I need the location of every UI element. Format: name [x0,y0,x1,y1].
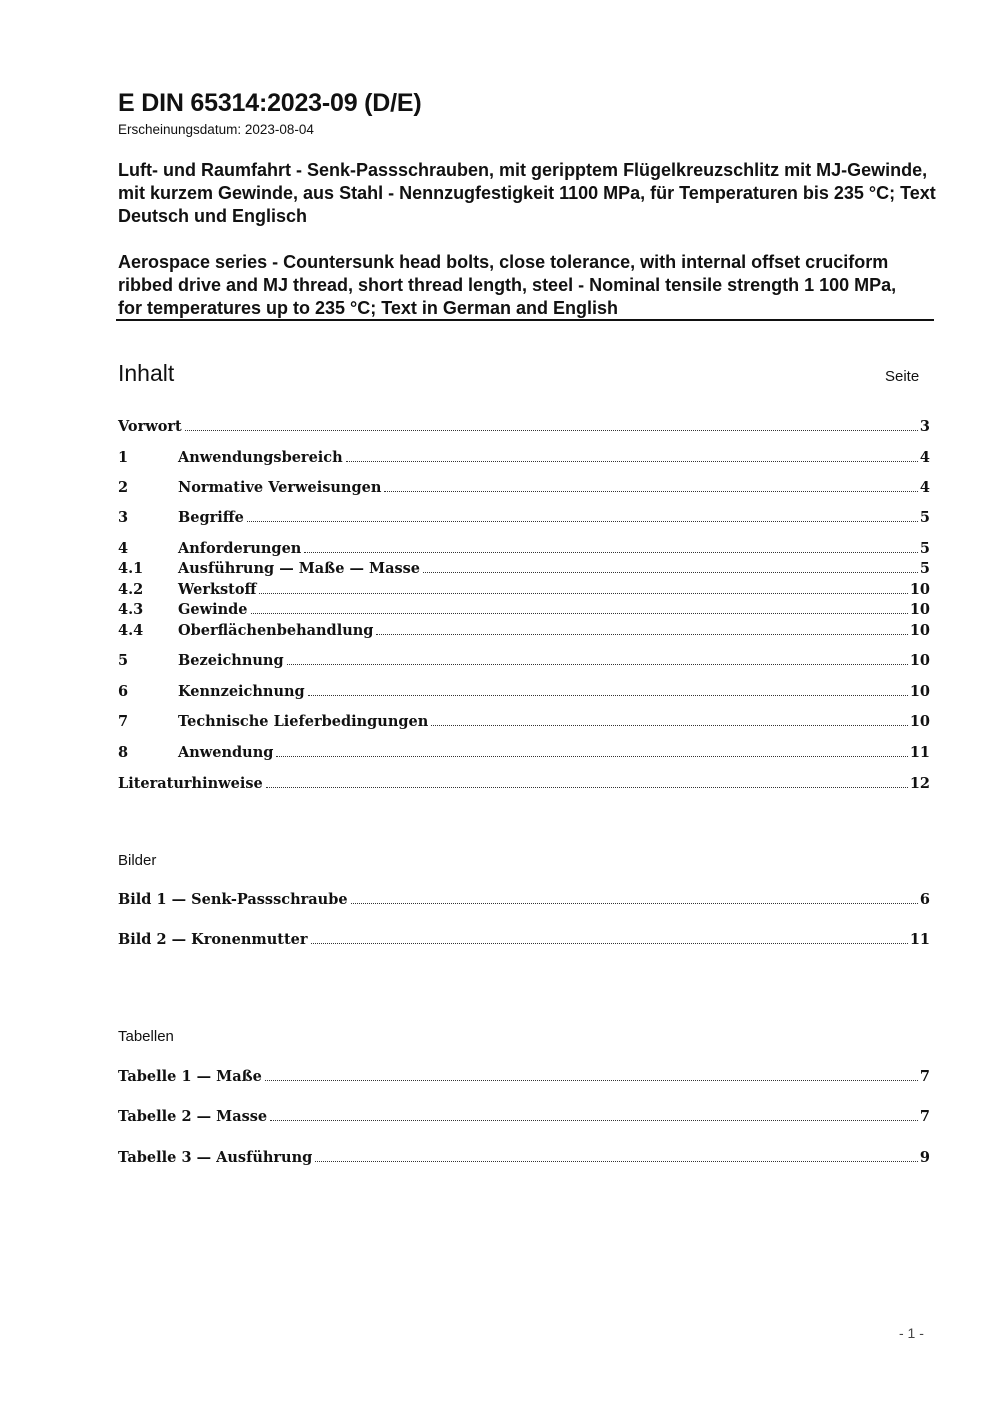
dot-leader [270,1120,918,1121]
dot-leader [259,593,907,594]
toc-entry-text: Anwendung [178,744,274,761]
title-english: Aerospace series - Countersunk head bolts, close tolerance, with internal offset cruciform ribbed drive and MJ thread, short thread length, steel - Nominal tensile strength 1 100 MPa, for temperatures up to 235 °C; Text in German and English [118,252,897,318]
toc-entry-number: 1 [118,449,129,466]
dot-leader [265,1080,918,1081]
toc-entry-page: 4 [919,479,930,496]
publication-date: Erscheinungsdatum: 2023-08-04 [118,122,314,137]
toc-entry-number: 3 [118,509,129,526]
toc-entry-number: 8 [118,744,129,761]
toc-entry-number: 6 [118,683,129,700]
dot-leader [276,756,907,757]
table-entry-1[interactable] [118,1067,930,1087]
dot-leader [251,613,908,614]
toc-entry-text: Literaturhinweise [118,775,263,792]
toc-entry-page: 4 [919,449,930,466]
table-entry-text: Tabelle 1 — Maße [118,1068,262,1085]
toc-entry-text: Anforderungen [178,540,302,557]
figure-entry-1[interactable] [118,890,930,910]
figure-entry-text: Bild 1 — Senk-Passschraube [118,891,348,908]
toc-entry-page: 10 [909,581,930,598]
dot-leader [287,664,908,665]
toc-entry-number: 2 [118,479,129,496]
toc-entry-page: 10 [909,683,930,700]
toc-entry-page: 10 [909,713,930,730]
dot-leader [423,572,918,573]
table-entry-2[interactable] [118,1107,930,1127]
toc-entry-4-2[interactable] [118,580,930,600]
table-entry-text: Tabelle 2 — Masse [118,1108,268,1125]
toc-entry-number: 4 [118,540,129,557]
toc-entry-page: 10 [909,652,930,669]
toc-entry-number: 4.1 [118,560,144,577]
figure-entry-text: Bild 2 — Kronenmutter [118,931,308,948]
toc-entry-page: 10 [909,622,930,639]
toc-entry-foreword[interactable] [118,417,930,437]
toc-entry-text: Gewinde [178,601,248,618]
toc-entry-text: Werkstoff [178,581,257,598]
toc-entry-text: Oberflächenbehandlung [178,622,374,639]
toc-entry-text: Normative Verweisungen [178,479,382,496]
toc-entry-2[interactable] [118,478,930,498]
toc-entry-text: Bezeichnung [178,652,284,669]
toc-entry-text: Ausführung — Maße — Masse [178,560,421,577]
toc-page-column-label: Seite [885,368,920,385]
table-entry-3[interactable] [118,1148,930,1168]
toc-entry-page: 12 [909,775,930,792]
dot-leader [376,634,907,635]
toc-heading: Inhalt [118,360,175,386]
dot-leader [266,787,908,788]
toc-entry-page: 10 [909,601,930,618]
dot-leader [431,725,908,726]
toc-entry-6[interactable] [118,682,930,702]
document-id: E DIN 65314:2023-09 (D/E) [118,89,422,117]
figure-entry-2[interactable] [118,930,930,950]
dot-leader [384,491,918,492]
toc-entry-number: 7 [118,713,129,730]
toc-entry-page: 5 [919,540,930,557]
dot-leader [304,552,918,553]
toc-entry-page: 11 [909,744,930,761]
toc-entry-text: Anwendungsbereich [178,449,343,466]
toc-entry-text: Begriffe [178,509,244,526]
title-german: Luft- und Raumfahrt - Senk-Passschrauben, mit geripptem Flügelkreuzschlitz mit MJ-Gewinde, mit kurzem Gewinde, aus Stahl - Nennzugfestigkeit 1100 MPa, für Temperaturen bis 235 °C; Text Deutsch und Englisch [118,160,936,226]
dot-leader [346,461,918,462]
toc-entry-text: Vorwort [118,418,182,435]
toc-entry-7[interactable] [118,712,930,732]
dot-leader [247,521,918,522]
dot-leader [308,695,908,696]
page-number: - 1 - [899,1325,924,1341]
toc-entry-4-1[interactable] [118,559,930,579]
toc-entry-3[interactable] [118,508,930,528]
toc-entry-4-4[interactable] [118,621,930,641]
toc-entry-page: 5 [919,560,930,577]
toc-entry-text: Kennzeichnung [178,683,305,700]
dot-leader [185,430,918,431]
toc-entry-4[interactable] [118,539,930,559]
toc-entry-number: 4.4 [118,622,144,639]
toc-entry-8[interactable] [118,743,930,763]
table-entry-page: 9 [919,1149,930,1166]
figure-entry-page: 6 [919,891,930,908]
dot-leader [315,1161,918,1162]
title-divider [116,319,934,321]
toc-entry-number: 5 [118,652,129,669]
table-entry-text: Tabelle 3 — Ausführung [118,1149,313,1166]
toc-entry-number: 4.3 [118,601,144,618]
tables-heading: Tabellen [118,1028,174,1045]
dot-leader [311,943,908,944]
toc-entry-5[interactable] [118,651,930,671]
figures-heading: Bilder [118,852,157,869]
figure-entry-page: 11 [909,931,930,948]
toc-entry-page: 3 [919,418,930,435]
toc-entry-1[interactable] [118,448,930,468]
toc-entry-bibliography[interactable] [118,774,930,794]
table-entry-page: 7 [919,1068,930,1085]
table-entry-page: 7 [919,1108,930,1125]
dot-leader [351,903,918,904]
toc-entry-page: 5 [919,509,930,526]
toc-entry-number: 4.2 [118,581,144,598]
toc-entry-4-3[interactable] [118,600,930,620]
toc-entry-text: Technische Lieferbedingungen [178,713,429,730]
